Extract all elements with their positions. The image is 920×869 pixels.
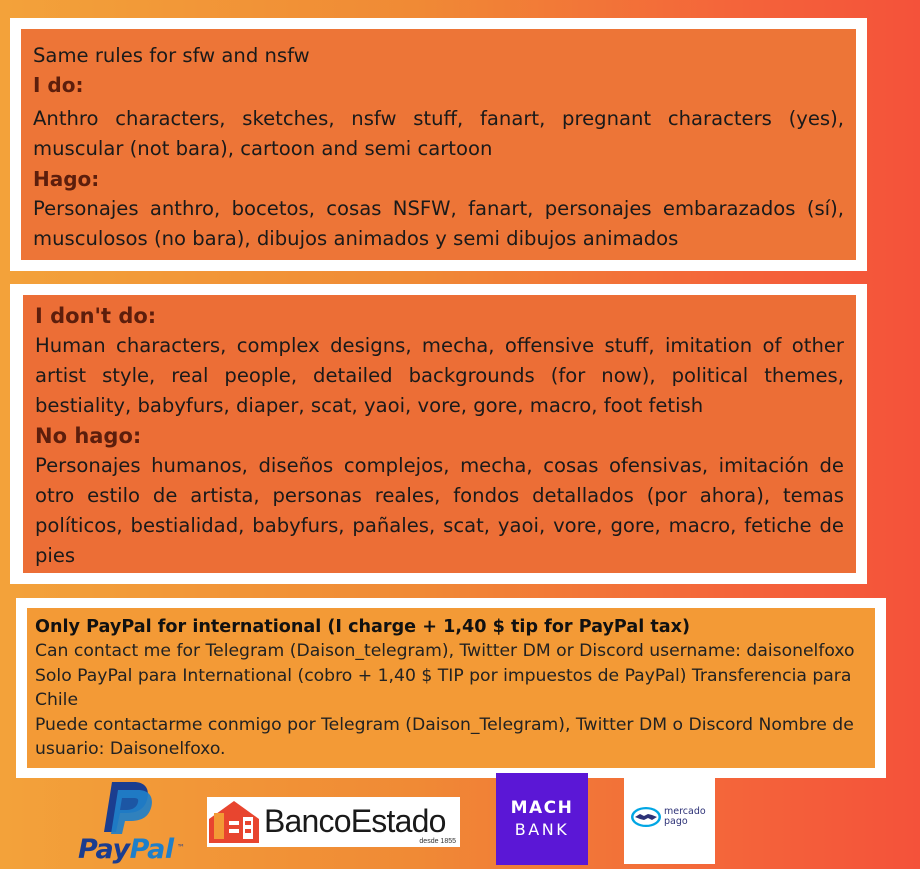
handshake-icon xyxy=(630,806,662,828)
payment-contact-panel xyxy=(16,598,886,778)
dont-do-text: Human characters, complex designs, mecha, offensive stuff, imitation of other artist style, real people, detailed backgrounds (for now), political themes, bestiality, babyfurs, diaper, scat, yaoi, vore, gore, macro, foot fetish xyxy=(35,334,844,417)
paypal-wordmark: PayPal xyxy=(78,834,174,865)
intro-text: Same rules for sfw and nsfw xyxy=(33,44,310,67)
rules-do-box xyxy=(21,29,856,260)
payment-heading: Only PayPal for international (I charge + 1,40 $ tip for PayPal tax) xyxy=(35,617,691,637)
banco-estado-wordmark: BancoEstado xyxy=(264,803,446,839)
paypal-trademark: ™ xyxy=(177,843,185,852)
rules-dont-box xyxy=(23,295,856,573)
i-do-text: Anthro characters, sketches, nsfw stuff, fanart, pregnant characters (yes), muscular (not bara), cartoon and semi cartoon xyxy=(33,107,844,160)
dont-do-heading: I don't do: xyxy=(35,304,157,328)
hago-text: Personajes anthro, bocetos, cosas NSFW, fanart, personajes embarazados (sí), musculosos (no bara), dibujos animados y semi dibujos animados xyxy=(33,197,844,250)
no-hago-text: Personajes humanos, diseños complejos, mecha, cosas ofensivas, imitación de otro estilo de artista, personas reales, fondos detallados (por ahora), temas políticos, bestialidad, babyfurs, pañales, scat, yaoi, vore, gore, macro, fetiche de pies xyxy=(35,454,844,567)
mach-wordmark: MACH xyxy=(510,798,574,818)
bank-wordmark: BANK xyxy=(514,820,570,839)
contact-line-en: Can contact me for Telegram (Daison_telegram), Twitter DM or Discord username: daisonelfoxo xyxy=(35,641,855,661)
mercado-pago-logo xyxy=(624,778,715,864)
paypal-logo xyxy=(76,780,188,866)
banco-estado-logo-icon xyxy=(209,799,259,845)
payment-contact-box xyxy=(27,608,875,768)
contact-line-es: Puede contactarme conmigo por Telegram (Daison_Telegram), Twitter DM o Discord Nombre de usuario: Daisonelfoxo. xyxy=(35,714,854,759)
rules-do-panel xyxy=(10,18,867,271)
banco-estado-logo xyxy=(207,797,460,847)
payment-line-es: Solo PayPal para International (cobro + 1,40 $ TIP por impuestos de PayPal) Transferencia para Chile xyxy=(35,665,852,710)
no-hago-heading: No hago: xyxy=(35,424,142,448)
mach-bank-logo xyxy=(496,773,588,865)
rules-dont-panel xyxy=(10,284,867,584)
mercado-pago-wordmark: mercado pago xyxy=(664,806,706,827)
paypal-logo-icon xyxy=(98,780,156,834)
i-do-heading: I do: xyxy=(33,73,84,97)
hago-heading: Hago: xyxy=(33,167,100,191)
banco-estado-since: desde 1855 xyxy=(419,838,456,845)
